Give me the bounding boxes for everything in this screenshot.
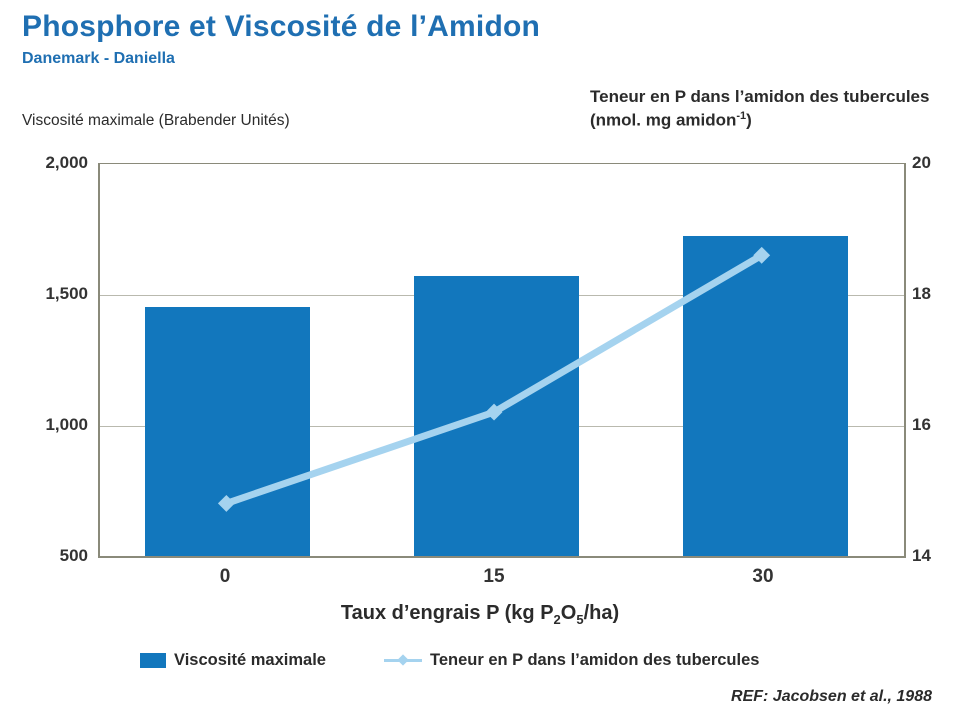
y-tick-left-0: 2,000 bbox=[45, 153, 88, 172]
x-tick-30: 30 bbox=[752, 566, 774, 587]
legend-label-bar: Viscosité maximale bbox=[174, 650, 326, 669]
x-axis-title-mid: O bbox=[560, 602, 577, 624]
legend-item-bar[interactable] bbox=[140, 651, 326, 670]
x-axis-title-post: /ha) bbox=[583, 602, 620, 624]
x-tick-0: 0 bbox=[219, 566, 231, 587]
line-path bbox=[226, 255, 761, 503]
legend-label-line: Teneur en P dans l’amidon des tubercules bbox=[429, 650, 760, 669]
y-tick-left-3: 500 bbox=[59, 546, 88, 565]
x-axis-title bbox=[0, 602, 960, 627]
y-axis-title-right-post: ) bbox=[746, 110, 752, 130]
y-tick-right-3: 14 bbox=[912, 546, 931, 565]
y-axis-title-right-main: Teneur en P dans l’amidon des tubercules (nmol. mg amidon bbox=[590, 87, 930, 130]
page-title: Phosphore et Viscosité de l’Amidon bbox=[22, 10, 541, 43]
page-subtitle: Danemark - Daniella bbox=[22, 50, 175, 67]
x-axis-title-sub2: 5 bbox=[576, 612, 584, 627]
y-axis-title-left: Viscosité maximale (Brabender Unités) bbox=[22, 112, 290, 129]
x-axis-title-sub1: 2 bbox=[553, 612, 561, 627]
legend-swatch-bar-icon bbox=[140, 653, 166, 668]
line-marker-0 bbox=[218, 495, 235, 512]
y-axis-left-ticks bbox=[0, 153, 88, 565]
y-tick-left-2: 1,000 bbox=[45, 415, 88, 434]
legend-swatch-line-icon bbox=[384, 653, 422, 667]
reference-note: REF: Jacobsen et al., 1988 bbox=[731, 688, 932, 705]
y-axis-title-right bbox=[590, 86, 958, 133]
chart-legend bbox=[140, 646, 880, 674]
x-axis-ticks bbox=[98, 566, 906, 592]
y-axis-title-right-sup: -1 bbox=[736, 109, 747, 122]
x-axis-title-pre: Taux d’engrais P (kg P bbox=[340, 602, 554, 624]
line-series bbox=[100, 164, 904, 556]
legend-item-line[interactable] bbox=[384, 651, 759, 670]
x-tick-15: 15 bbox=[483, 566, 505, 587]
y-tick-right-2: 16 bbox=[912, 415, 931, 434]
y-tick-left-1: 1,500 bbox=[45, 284, 88, 303]
y-tick-right-0: 20 bbox=[912, 153, 931, 172]
chart-plot-area bbox=[98, 163, 906, 558]
y-axis-right-ticks bbox=[912, 153, 958, 565]
y-tick-right-1: 18 bbox=[912, 284, 931, 303]
